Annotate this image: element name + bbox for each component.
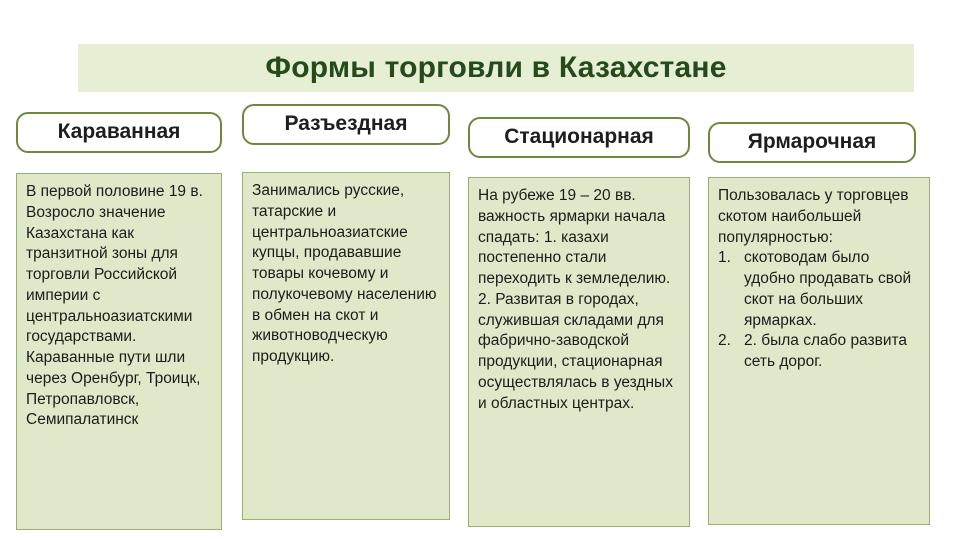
list-item (718, 331, 921, 373)
column-body-razezdnaya (242, 172, 450, 520)
column-body-karavannaya (16, 173, 222, 530)
list-item-marker: 2. (718, 332, 731, 350)
list-item-text: 2. была слабо развита сеть дорог. (744, 332, 908, 371)
column-heading-razezdnaya: Разъездная (242, 104, 450, 145)
column-body-stacionarnaya (468, 177, 690, 527)
column-text-karavannaya: В первой половине 19 в. Возросло значение Казахстана как транзитной зоны для торговли Российской империи с центральноазиатскими государствами. Караванные пути шли через Оренбург, Троицк, Петропавловск, Семипалатинск (26, 183, 203, 429)
list-item-text: скотоводам было удобно продавать свой скот на больших ярмарках. (744, 249, 912, 329)
yarmarochnaya-reasons-list (718, 248, 921, 373)
page-title: Формы торговли в Казахстане (265, 51, 727, 84)
column-intro-yarmarochnaya: Пользовалась у торговцев скотом наибольшей популярностью: (718, 187, 909, 246)
column-text-razezdnaya: Занимались русские, татарские и центральноазиатские купцы, продававшие товары кочевому и полукочевому населению в обмен на скот и животноводческую продукцию. (252, 182, 437, 366)
column-stacionarnaya (466, 104, 692, 527)
column-yarmarochnaya (703, 104, 929, 525)
list-item (718, 248, 921, 331)
column-heading-stacionarnaya: Стационарная (468, 117, 690, 158)
column-razezdnaya (236, 104, 462, 520)
columns-container (0, 104, 960, 534)
column-text-stacionarnaya: На рубеже 19 – 20 вв. важность ярмарки начала спадать: 1. казахи постепенно стали переходить к земледелию. 2. Развитая в городах, служившая складами для фабрично-заводской продукции, стационарная осуществлялась в уездных и областных центрах. (478, 187, 673, 412)
column-karavannaya (16, 104, 242, 530)
column-heading-yarmarochnaya: Ярмарочная (708, 122, 916, 163)
column-heading-karavannaya: Караванная (16, 112, 222, 153)
list-item-marker: 1. (718, 249, 731, 267)
column-body-yarmarochnaya (708, 177, 930, 525)
